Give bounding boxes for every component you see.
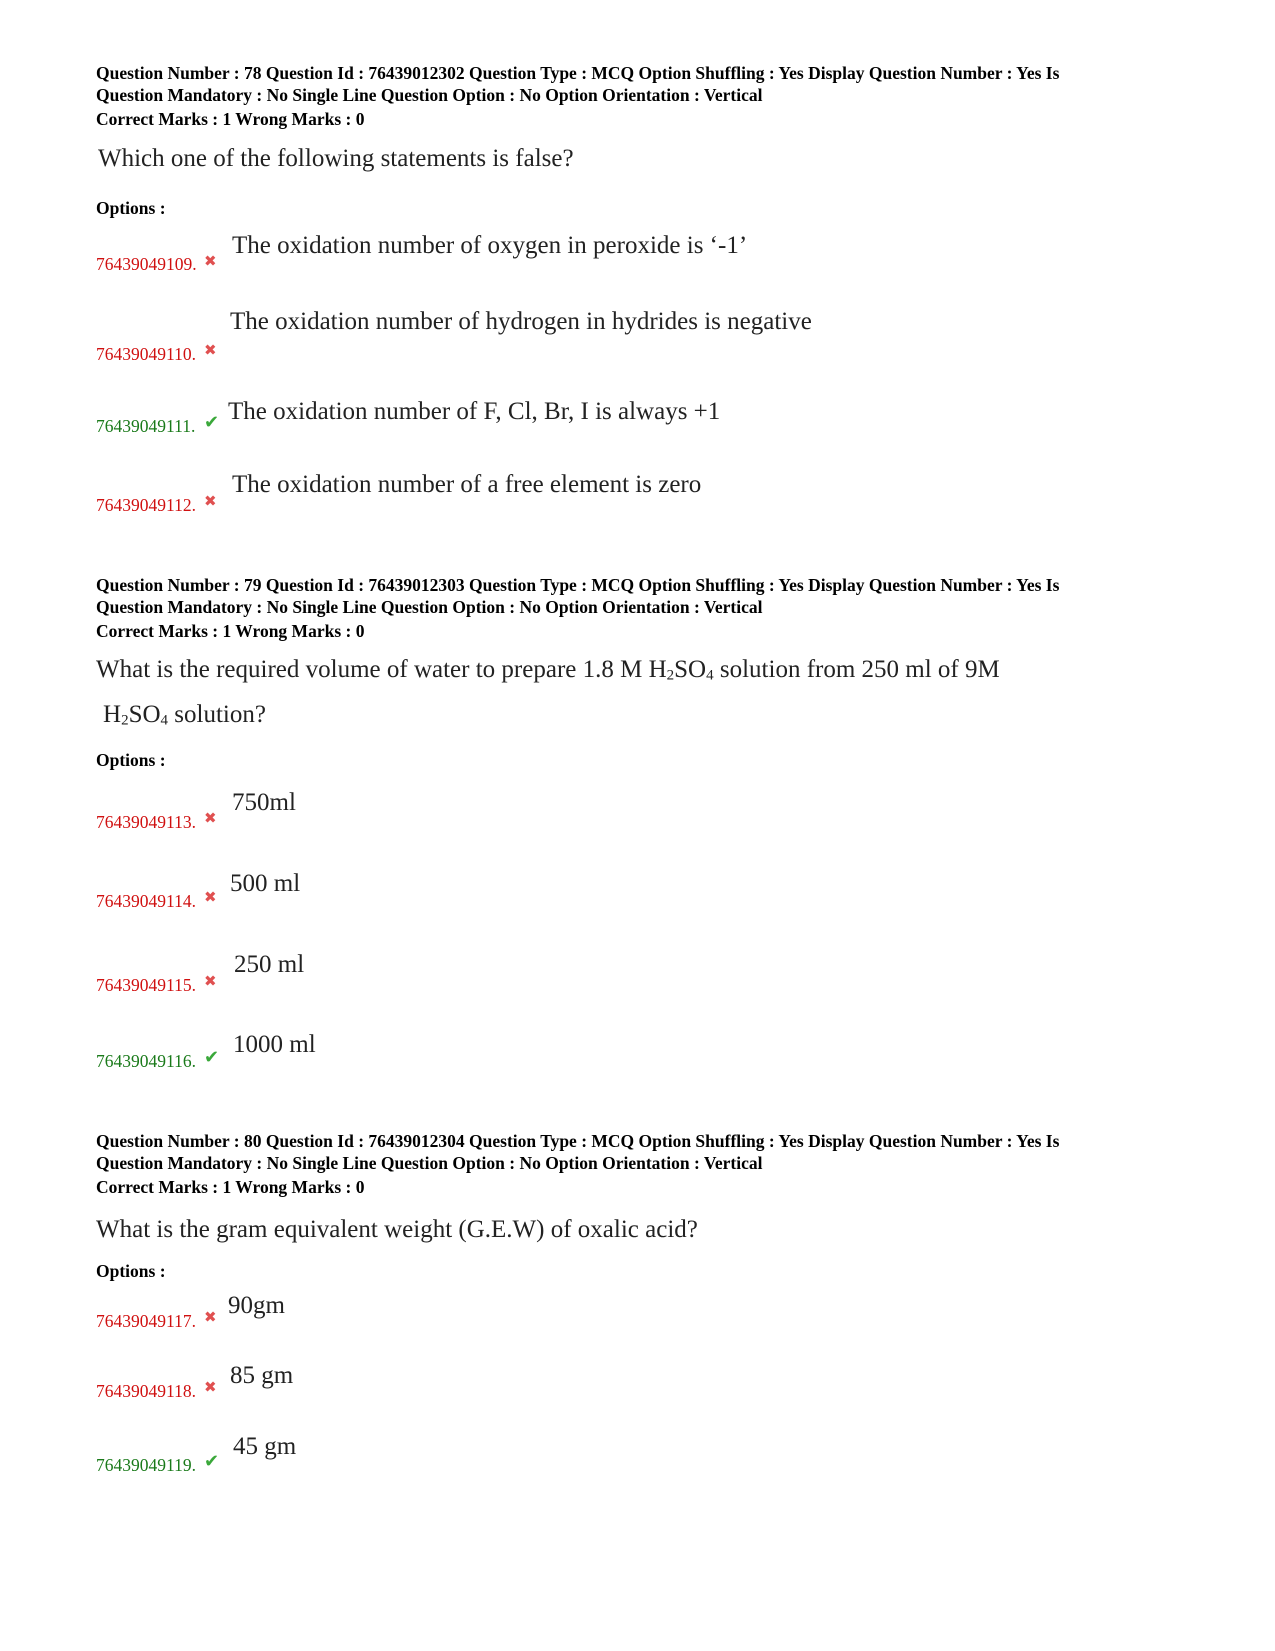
option-id: 76439049119. bbox=[96, 1455, 196, 1475]
option-text: 1000 ml bbox=[233, 1031, 316, 1058]
option-id: 76439049110. bbox=[96, 344, 196, 364]
question-80-marks: Correct Marks : 1 Wrong Marks : 0 bbox=[96, 1177, 365, 1197]
question-80-meta-line-1: Question Number : 80 Question Id : 76439012304 Question Type : MCQ Option Shuffling : Yes Display Question Number : Yes Is bbox=[96, 1131, 1060, 1151]
question-80-text: What is the gram equivalent weight (G.E.W) of oxalic acid? bbox=[96, 1216, 698, 1243]
question-78-meta-line-2: Question Mandatory : No Single Line Question Option : No Option Orientation : Vertical bbox=[96, 85, 763, 105]
wrong-cross-icon: ✖ bbox=[204, 1378, 217, 1396]
question-78-meta-line-1: Question Number : 78 Question Id : 76439012302 Question Type : MCQ Option Shuffling : Yes Display Question Number : Yes Is bbox=[96, 63, 1060, 83]
option-text: The oxidation number of hydrogen in hydrides is negative bbox=[230, 308, 812, 335]
wrong-cross-icon: ✖ bbox=[204, 888, 217, 906]
option-text: 90gm bbox=[228, 1292, 285, 1319]
question-79-text-line-1: What is the required volume of water to prepare 1.8 M $H_2SO_4$ solution from 250 ml of 9M bbox=[96, 656, 1000, 684]
wrong-cross-icon: ✖ bbox=[204, 972, 217, 990]
option-id: 76439049115. bbox=[96, 975, 196, 995]
option-id: 76439049112. bbox=[96, 495, 196, 515]
wrong-cross-icon: ✖ bbox=[204, 1308, 217, 1326]
correct-check-icon: ✔ bbox=[204, 412, 220, 433]
question-80-meta-line-2: Question Mandatory : No Single Line Question Option : No Option Orientation : Vertical bbox=[96, 1153, 763, 1173]
question-78-text: Which one of the following statements is false? bbox=[98, 145, 574, 172]
option-id: 76439049109. bbox=[96, 254, 197, 274]
wrong-cross-icon: ✖ bbox=[204, 252, 217, 270]
wrong-cross-icon: ✖ bbox=[204, 809, 217, 827]
option-text: The oxidation number of oxygen in peroxide is ‘-1’ bbox=[232, 232, 748, 259]
option-text: 45 gm bbox=[233, 1433, 297, 1460]
question-78-options-label: Options : bbox=[96, 198, 166, 218]
question-79-options-label: Options : bbox=[96, 750, 166, 770]
option-text: 500 ml bbox=[230, 870, 301, 897]
question-79-meta-line-1: Question Number : 79 Question Id : 76439012303 Question Type : MCQ Option Shuffling : Yes Display Question Number : Yes Is bbox=[96, 575, 1060, 595]
option-id: 76439049113. bbox=[96, 812, 196, 832]
question-78-marks: Correct Marks : 1 Wrong Marks : 0 bbox=[96, 109, 365, 129]
question-79-marks: Correct Marks : 1 Wrong Marks : 0 bbox=[96, 621, 365, 641]
correct-check-icon: ✔ bbox=[204, 1451, 220, 1472]
option-text: The oxidation number of a free element is zero bbox=[232, 471, 702, 498]
option-id: 76439049116. bbox=[96, 1051, 196, 1071]
option-id: 76439049111. bbox=[96, 416, 196, 436]
option-id: 76439049118. bbox=[96, 1381, 196, 1401]
option-id: 76439049117. bbox=[96, 1311, 196, 1331]
wrong-cross-icon: ✖ bbox=[204, 492, 217, 510]
wrong-cross-icon: ✖ bbox=[204, 341, 217, 359]
correct-check-icon: ✔ bbox=[204, 1047, 220, 1068]
option-text: 85 gm bbox=[230, 1362, 294, 1389]
question-79-text-line-2: $H_2SO_4$ solution? bbox=[103, 701, 266, 729]
option-id: 76439049114. bbox=[96, 891, 196, 911]
question-80-options-label: Options : bbox=[96, 1261, 166, 1281]
option-text: 250 ml bbox=[234, 951, 305, 978]
option-text: The oxidation number of F, Cl, Br, I is always +1 bbox=[228, 398, 721, 425]
question-79-meta-line-2: Question Mandatory : No Single Line Question Option : No Option Orientation : Vertical bbox=[96, 597, 763, 617]
option-text: 750ml bbox=[232, 789, 296, 816]
